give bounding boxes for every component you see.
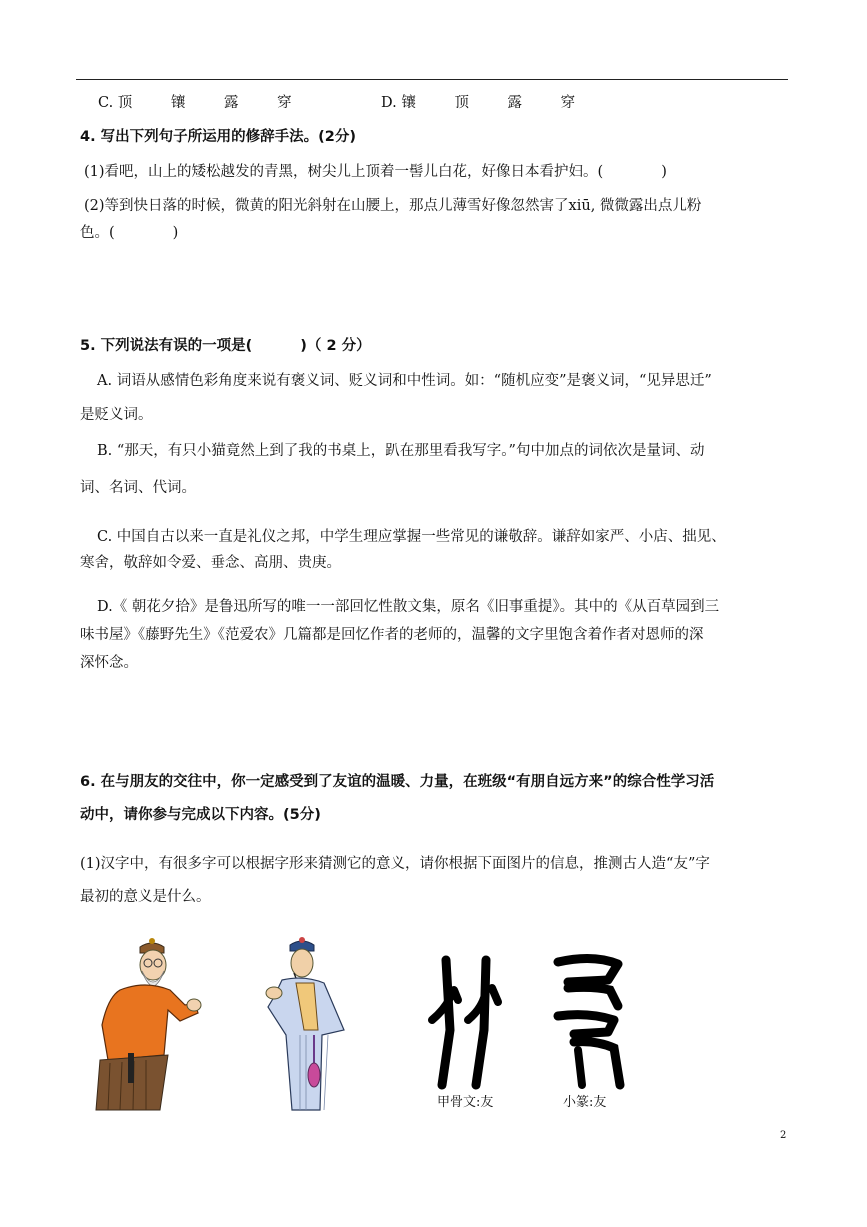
question-6-prompt-line-1: (1)汉字中，有很多字可以根据字形来猜测它的意义，请你根据下面图片的信息，推测古人造“友”字: [80, 856, 710, 872]
paren-close: ): [172, 225, 179, 241]
sentence-text: 色。(: [80, 225, 115, 241]
question-4-title: 4. 写出下列句子所运用的修辞手法。(2分): [80, 129, 356, 145]
title-end: )（ 2 分）: [300, 338, 371, 354]
question-4-sentence-2-cont: [80, 226, 178, 241]
caption-small-seal: 小篆:友: [563, 1095, 607, 1110]
question-5-title: [80, 339, 371, 354]
option-d-line-1: D.《 朝花夕拾》是鲁迅所写的唯一一部回忆性散文集，原名《旧事重提》。其中的《从百草园到三: [97, 599, 720, 615]
option-a-line-1: A. 词语从感情色彩角度来说有褒义词、贬义词和中性词。如：“随机应变”是褒义词，“见异思迁”: [97, 373, 712, 389]
option-d-line-2: 味书屋》《藤野先生》《范爱农》几篇都是回忆作者的老师的，温馨的文字里饱含着作者对恩师的深: [80, 627, 704, 643]
question-4-sentence-1: [84, 165, 667, 180]
old-man-illustration: [90, 935, 210, 1115]
option-c-item: 镶: [170, 95, 186, 111]
question-4-sentence-2: (2)等到快日落的时候，微黄的阳光斜射在山腰上，那点儿薄雪好像忽然害了xiū, 微微露出点儿粉: [84, 198, 702, 214]
option-b-line-2: 词、名词、代词。: [80, 480, 196, 496]
small-seal-you-glyph: [548, 950, 638, 1090]
option-c-line-2: 寒舍，敬辞如令爱、垂念、高朋、贵庚。: [80, 555, 341, 571]
oracle-bone-you-glyph: [428, 950, 508, 1090]
title-text: 5. 下列说法有误的一项是(: [80, 338, 253, 354]
option-a-line-2: 是贬义词。: [80, 407, 153, 423]
option-b-line-1: B. “那天，有只小猫竟然上到了我的书桌上，趴在那里看我写字。”句中加点的词依次是量词、动: [97, 443, 705, 459]
option-d-label: D.: [381, 95, 397, 111]
question-6-prompt-line-2: 最初的意义是什么。: [80, 889, 211, 905]
page-number: 2: [780, 1130, 787, 1141]
option-c-line-1: C. 中国自古以来一直是礼仪之邦，中学生理应掌握一些常见的谦敬辞。谦辞如家严、小店、拙见、: [97, 529, 726, 545]
header-rule: [76, 79, 788, 80]
sentence-text: (1)看吧，山上的矮松越发的青黑，树尖儿上顶着一髻儿白花，好像日本看护妇。(: [84, 164, 604, 180]
option-c: [98, 96, 292, 111]
option-c-item: 露: [224, 95, 239, 111]
paren-close: ): [661, 164, 667, 180]
scholar-illustration: [262, 935, 362, 1115]
option-d-item: 穿: [560, 95, 576, 111]
option-d-item: 露: [507, 95, 523, 111]
option-d-item: 镶: [401, 95, 416, 111]
caption-oracle-bone: 甲骨文:友: [437, 1095, 494, 1110]
option-d-line-3: 深怀念。: [80, 655, 138, 671]
option-d: [381, 96, 575, 111]
question-6-title-line-1: 6. 在与朋友的交往中，你一定感受到了友谊的温暖、力量，在班级“有朋自远方来”的综合性学习活: [80, 774, 715, 790]
question-6-title-line-2: 动中，请你参与完成以下内容。(5分): [80, 807, 321, 823]
option-c-item: 穿: [277, 95, 292, 111]
option-d-item: 顶: [454, 95, 469, 111]
option-c-item: 顶: [117, 95, 133, 111]
option-c-label: C.: [98, 95, 114, 111]
